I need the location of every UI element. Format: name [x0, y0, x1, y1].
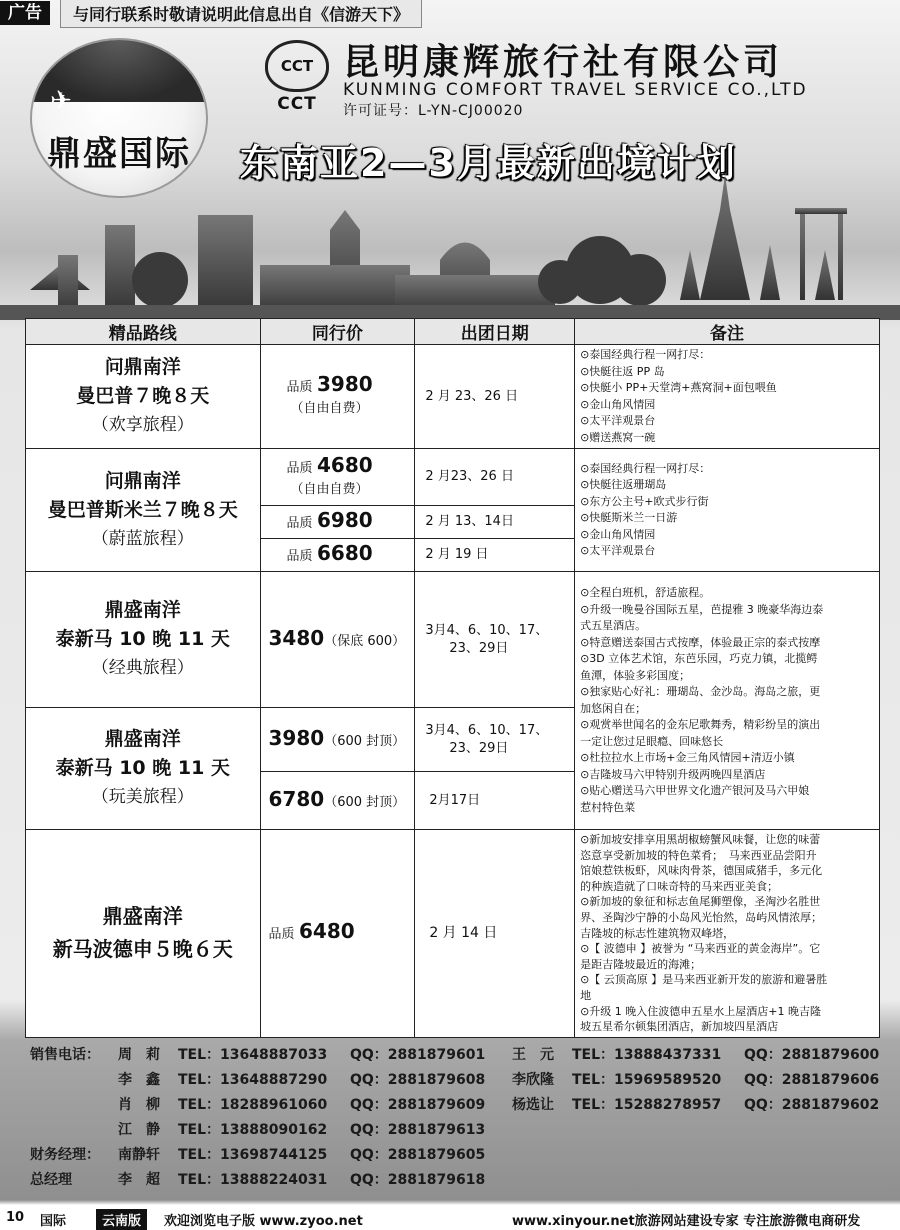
table-row: [26, 449, 880, 506]
contact-row: 李 鑫 TEL：13648887290 QQ：2881879608 李欣隆 TEL：15969589520 QQ：2881879606: [118, 1072, 880, 1088]
route-cell: 鼎盛南洋 新马波德申５晚６天: [26, 830, 261, 1038]
price-cell: 6780（600 封顶）: [260, 772, 415, 830]
ad-note: 与同行联系时敬请说明此信息出自《信游天下》: [60, 0, 422, 28]
price-cell: 3980（600 封顶）: [260, 708, 415, 772]
date-cell: 2 月 19 日: [415, 539, 575, 572]
contact-list: [30, 1044, 890, 1194]
footer-right-text: www.xinyour.net旅游网站建设专家 专注旅游微电商研发: [512, 1214, 861, 1229]
price-cell: 品质 4680 （自由自费）: [260, 449, 415, 506]
company-name-cn: 昆明康辉旅行社有限公司: [343, 42, 784, 83]
date-cell: 2 月 13、14日: [415, 506, 575, 539]
logo-brand-text: 鼎盛国际: [47, 134, 191, 174]
table-row: [26, 572, 880, 708]
cct-logo: [262, 40, 332, 114]
notes-cell: ⊙泰国经典行程一网打尽： ⊙快艇往返 PP 岛 ⊙快艇小 PP+天堂湾+燕窝洞+面包喂鱼 ⊙金山角风情园 ⊙太平洋观景台 ⊙赠送燕窝一碗: [575, 345, 880, 449]
skyline-illustration: [0, 170, 900, 320]
contact-row: 江 静 TEL：13888090162 QQ：2881879613: [118, 1122, 486, 1138]
contact-row: 肖 柳 TEL：18288961060 QQ：2881879609 杨选让 TEL：15288278957 QQ：2881879602: [118, 1097, 880, 1113]
table-header: [26, 319, 880, 345]
price-value: 6480: [298, 919, 355, 944]
contact-row: 财务经理： 南静轩 TEL：13698744125 QQ：2881879605: [30, 1147, 486, 1163]
airplane-icon: ✈: [50, 86, 72, 116]
date-cell: 2月17日: [415, 772, 575, 830]
table-row: [26, 345, 880, 449]
ad-tag: 广告: [0, 1, 50, 25]
price-value: 6980: [316, 508, 373, 532]
page-footer: [0, 1206, 900, 1230]
price-cell: 品质 6980: [260, 506, 415, 539]
ad-strip: [0, 0, 900, 26]
price-cell: 品质 3980 （自由自费）: [260, 345, 415, 449]
page-number: 10: [6, 1210, 25, 1225]
price-value: 3980: [268, 725, 325, 750]
header-date: 出团日期: [415, 319, 575, 345]
notes-cell: ⊙新加坡安排享用黑胡椒螃蟹风味餐，让您的味蕾 恣意享受新加坡的特色菜肴； 马来西亚品尝阳升 馆娘惹铁板虾，风味肉骨茶，德国咸猪手，多元化 的种族造就了口味奇特的马来西亚美食； ⊙新加坡的象征和标志鱼尾狮塑像，圣淘沙名胜世 界、圣陶沙宁静的小岛风光怡然，岛屿风情浓厚； 吉隆坡的标志性建筑物双峰塔， ⊙【 波德申 】被誉为 “马来西亚的黄金海岸”。它 是距吉隆坡最近的海滩； ⊙【 云顶高原 】是马来西亚新开发的旅游和避暑胜 地 ⊙升级 1 晚入住波德申五星水上屋酒店+1 晚吉隆 坡五星希尔顿集团酒店，新加坡四星酒店: [575, 830, 880, 1038]
route-cell: 鼎盛南洋 泰新马 10 晚 11 天 （玩美旅程）: [26, 708, 261, 830]
edition-label: 云南版: [96, 1209, 147, 1230]
date-cell: 2 月23、26 日: [415, 449, 575, 506]
price-cell: 品质 6680: [260, 539, 415, 572]
price-cell: 品质 6480: [260, 830, 415, 1038]
date-cell: 2 月 14 日: [415, 830, 575, 1038]
footer-left-text: 欢迎浏览电子版 www.zyoo.net: [164, 1214, 363, 1229]
route-cell: 鼎盛南洋 泰新马 10 晚 11 天 （经典旅程）: [26, 572, 261, 708]
table-row: [26, 830, 880, 1038]
price-value: 6780: [268, 786, 325, 811]
route-cell: 问鼎南洋 曼巴普７晚８天 （欢享旅程）: [26, 345, 261, 449]
tour-table: [25, 318, 880, 1038]
notes-cell: ⊙全程白班机，舒适旅程。 ⊙升级一晚曼谷国际五星，芭提雅 3 晚豪华海边泰 式五星酒店。 ⊙特意赠送泰国古式按摩，体验最正宗的泰式按摩 ⊙3D 立体艺术馆，东芭乐园，巧克力镇，北揽鳄 鱼潭，体验多彩国度； ⊙独家贴心好礼：珊瑚岛、金沙岛。海岛之旅，更 加悠闲自在； ⊙观赏举世闻名的金东尼歌舞秀，精彩纷呈的演出 一定让您过足眼瘾、回味悠长 ⊙杜拉拉水上市场+金三角风情园+清迈小镇 ⊙吉隆坡马六甲特别升级两晚四星酒店 ⊙贴心赠送马六甲世界文化遗产银河及马六甲娘 惹村特色菜: [575, 572, 880, 830]
price-value: 6680: [316, 541, 373, 565]
contact-row: 销售电话： 周 莉 TEL：13648887033 QQ：2881879601 王 元 TEL：13888437331 QQ：2881879600: [30, 1047, 880, 1063]
date-cell: 3月4、6、10、17、 23、29日: [415, 708, 575, 772]
license-number: 许可证号：L-YN-CJ00020: [343, 103, 524, 119]
header-route: 精品路线: [26, 319, 261, 345]
price-cell: 3480（保底 600）: [260, 572, 415, 708]
header-notes: 备注: [575, 319, 880, 345]
price-value: 3980: [316, 372, 373, 396]
company-name-en: KUNMING COMFORT TRAVEL SERVICE CO.,LTD: [343, 80, 808, 100]
section-label: 国际: [40, 1214, 67, 1229]
headline: 东南亚2—3月最新出境计划: [240, 141, 737, 185]
header-price: 同行价: [260, 319, 415, 345]
notes-cell: ⊙泰国经典行程一网打尽： ⊙快艇往返珊瑚岛 ⊙东方公主号+欧式步行街 ⊙快艇斯米兰一日游 ⊙金山角风情园 ⊙太平洋观景台: [575, 449, 880, 572]
cct-text: CCT: [277, 94, 317, 114]
price-value: 4680: [316, 452, 373, 477]
price-value: 3480: [268, 625, 325, 650]
contact-row: 总经理 李 超 TEL：13888224031 QQ：2881879618: [30, 1172, 486, 1188]
date-cell: 3月4、6、10、17、 23、29日: [415, 572, 575, 708]
cct-mark: CCT: [265, 40, 329, 92]
route-cell: 问鼎南洋 曼巴普斯米兰７晚８天 （蔚蓝旅程）: [26, 449, 261, 572]
date-cell: 2 月 23、26 日: [415, 345, 575, 449]
